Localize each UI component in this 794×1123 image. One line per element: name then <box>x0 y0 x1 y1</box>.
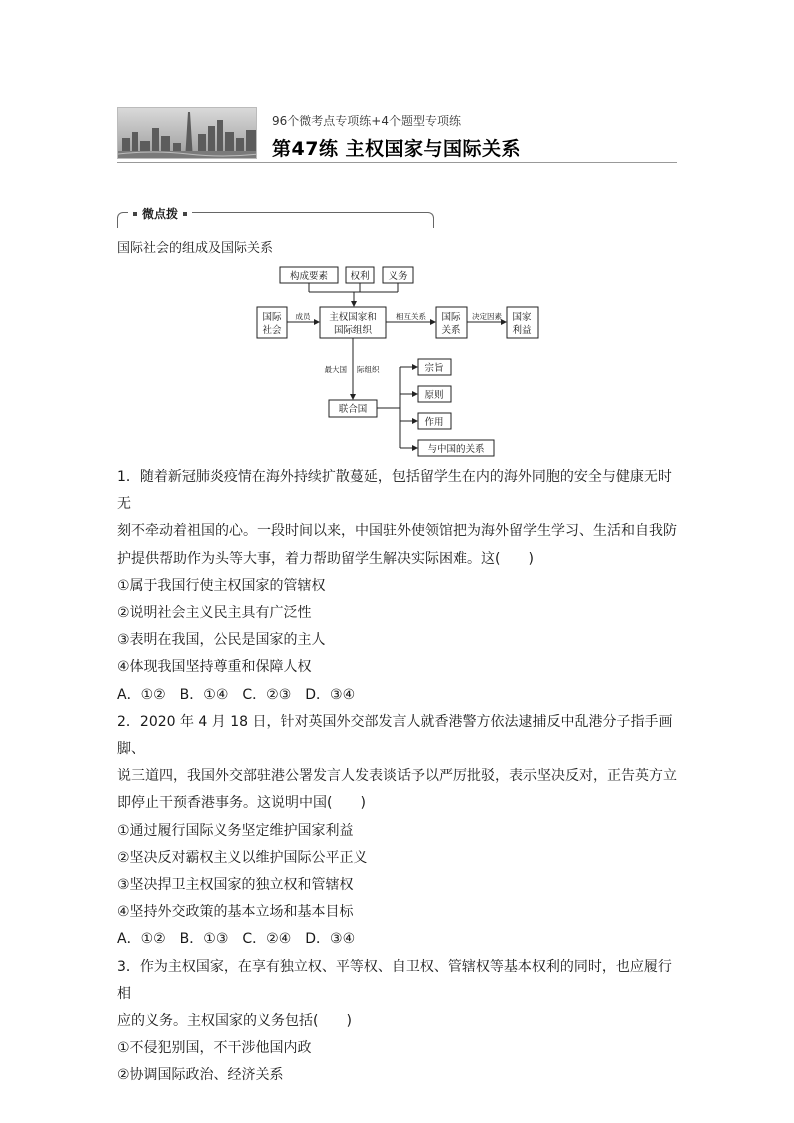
option-item: ④坚持外交政策的基本立场和基本目标 <box>117 904 354 921</box>
label-relations-2: 关系 <box>441 325 461 336</box>
label-role: 作用 <box>424 417 444 428</box>
question-1-line-2: 刻不牵动着祖国的心。一段时间以来，中国驻外使领馆把为海外留学生学习、生活和自我防 <box>117 523 677 540</box>
answer-choices: A．①② B．①④ C．②③ D．③④ <box>117 686 356 703</box>
square-bullet-icon <box>183 212 187 216</box>
label-purpose: 宗旨 <box>424 363 444 374</box>
edge-interaction: 相互关系 <box>396 312 426 321</box>
question-2-line-1: 2．2020 年 4 月 18 日，针对英国外交部发言人就香港警方依法逮捕反中乱港分子指手画脚、 <box>117 713 673 758</box>
option-item: ①通过履行国际义务坚定维护国家利益 <box>117 822 354 839</box>
label-interests-2: 利益 <box>512 325 532 336</box>
question-1 <box>117 464 682 709</box>
label-rights: 权利 <box>350 271 370 282</box>
answer-choices: A．①② B．①③ C．②④ D．③④ <box>117 931 356 948</box>
label-relations-1: 国际 <box>441 312 461 323</box>
label-sovereign-1: 主权国家和 <box>329 312 377 323</box>
option-item: ①属于我国行使主权国家的管辖权 <box>117 577 326 594</box>
square-bullet-icon <box>133 212 137 216</box>
concept-diagram <box>250 260 550 460</box>
question-3-line-1: 3．作为主权国家，在享有独立权、平等权、自卫权、管辖权等基本权利的同时，也应履行相 <box>117 958 672 1002</box>
label-principles: 原则 <box>424 390 444 401</box>
option-item: ③坚决捍卫主权国家的独立权和管辖权 <box>117 877 354 894</box>
edge-largest-left: 最大国 <box>324 365 347 374</box>
question-2 <box>117 709 682 954</box>
option-item: ②坚决反对霸权主义以维护国际公平正义 <box>117 849 368 866</box>
label-society-1: 国际 <box>262 312 282 323</box>
question-3 <box>117 954 682 1090</box>
label-interests-1: 国家 <box>512 312 532 323</box>
question-3-line-2: 应的义务。主权国家的义务包括( ) <box>117 1013 352 1030</box>
label-sovereign-2: 国际组织 <box>333 325 373 336</box>
question-1-line-3: 护提供帮助作为头等大事，着力帮助留学生解决实际困难。这( ) <box>117 550 534 567</box>
series-subtitle: 96个微考点专项练+4个题型专项练 <box>272 114 461 128</box>
tip-label <box>128 205 192 222</box>
skyline-image <box>118 108 257 159</box>
option-item: ①不侵犯别国，不干涉他国内政 <box>117 1040 312 1057</box>
city-skyline-photo <box>117 107 257 159</box>
option-item: ②说明社会主义民主具有广泛性 <box>117 605 312 622</box>
label-duties: 义务 <box>388 271 408 282</box>
edge-members: 成员 <box>295 312 311 321</box>
section-title: 国际社会的组成及国际关系 <box>117 241 274 256</box>
option-item: ③表明在我国，公民是国家的主人 <box>117 632 326 649</box>
label-elements: 构成要素 <box>289 271 329 282</box>
tip-label-text: 微点拨 <box>142 207 179 221</box>
label-china-relation: 与中国的关系 <box>427 444 485 455</box>
question-2-line-3: 即停止干预香港事务。这说明中国( ) <box>117 795 366 812</box>
header-divider <box>117 162 677 163</box>
label-un: 联合国 <box>338 404 368 415</box>
page-title: 第47练 主权国家与国际关系 <box>272 138 522 160</box>
edge-decides: 决定因素 <box>472 312 502 321</box>
question-1-line-1: 1．随着新冠肺炎疫情在海外持续扩散蔓延，包括留学生在内的海外同胞的安全与健康无时无 <box>117 469 672 513</box>
question-2-line-2: 说三道四，我国外交部驻港公署发言人发表谈话予以严厉批驳，表示坚决反对，正告英方立 <box>117 768 677 785</box>
option-item: ②协调国际政治、经济关系 <box>117 1067 284 1084</box>
edge-largest-right: 际组织 <box>357 365 380 374</box>
label-society-2: 社会 <box>262 325 282 336</box>
option-item: ④体现我国坚持尊重和保障人权 <box>117 659 312 676</box>
question-list <box>117 464 682 1090</box>
